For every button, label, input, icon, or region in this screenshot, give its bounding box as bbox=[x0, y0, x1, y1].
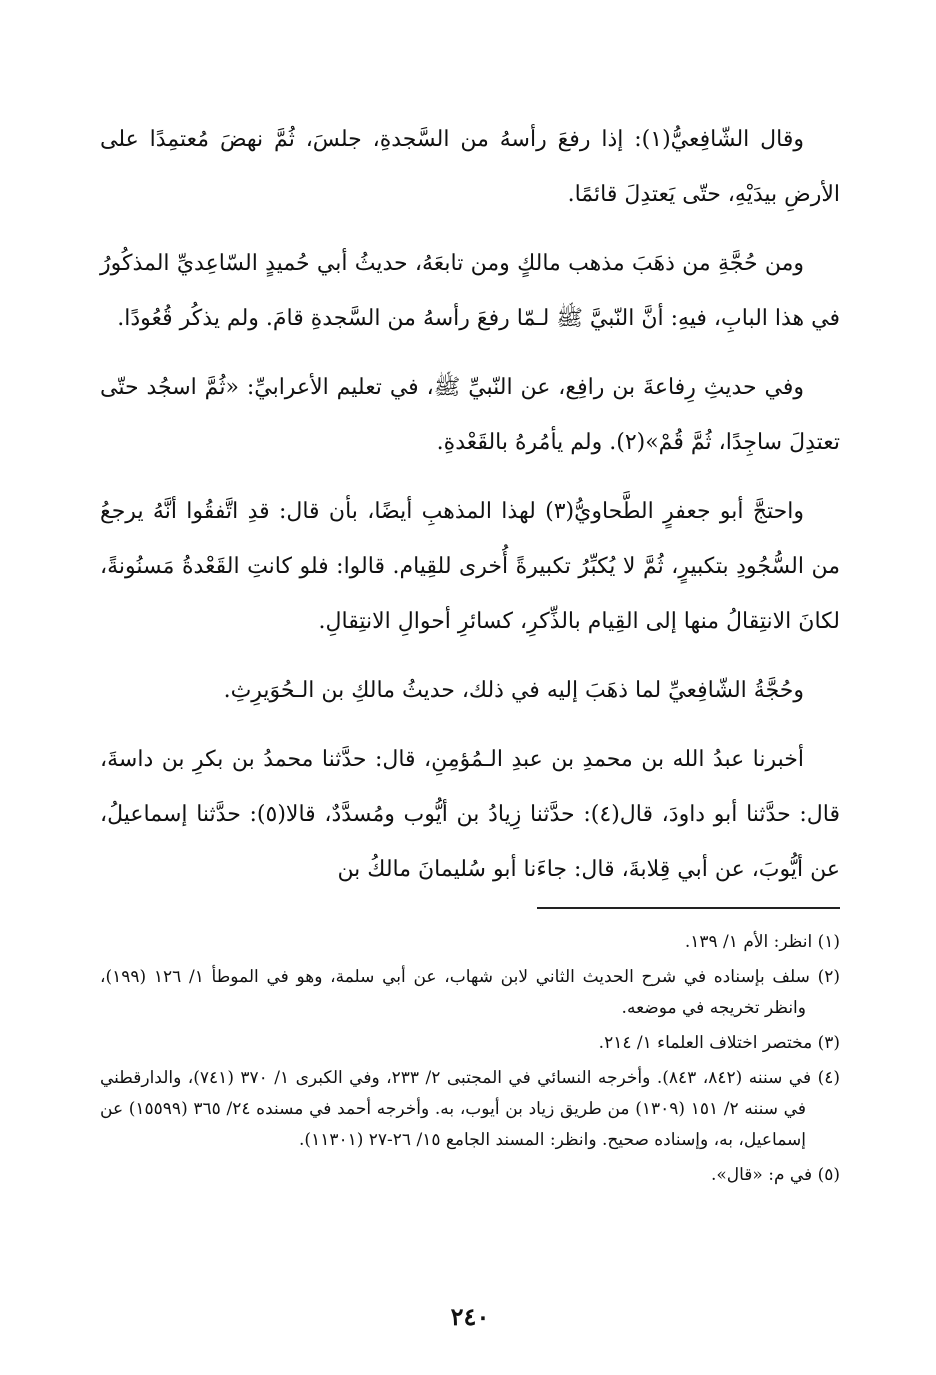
book-page bbox=[100, 0, 840, 1375]
footnote: (٣) مختصر اختلاف العلماء ١/ ٢١٤. bbox=[598, 1033, 840, 1053]
footnote: (٥) في م: «قال». bbox=[710, 1165, 840, 1185]
paragraph: وفي حديثِ رِفاعةَ بن رافِع، عن النّبيِّ ﷺ، في تعليم الأعرابيِّ: «ثُمَّ اسجُد حتّى تعتدِلَ ساجِدًا، ثُمَّ قُمْ»(٢). ولم يأمُرهُ بالقَعْدةِ. bbox=[100, 375, 840, 455]
paragraph: وحُجَّةُ الشّافِعيِّ لما ذهَبَ إليه في ذلك، حديثُ مالكِ بن الـحُوَيرِثِ. bbox=[223, 678, 804, 703]
paragraph: أخبرنا عبدُ الله بن محمدِ بن عبدِ الـمُؤمِنِ، قال: حدَّثنا محمدُ بن بكرِ بن داسةَ، قال: حدَّثنا أبو داودَ، قال(٤): حدَّثنا زِيادُ بن أيُّوب ومُسدَّدٌ، قالا(٥): حدَّثنا إسماعيلُ، عن أيُّوبَ، عن أبي قِلابةَ، قال: جاءَنا أبو سُليمانَ مالكُ بن bbox=[100, 747, 841, 882]
paragraph: وقال الشّافِعيُّ(١): إذا رفعَ رأسهُ من السَّجدةِ، جلسَ، ثُمَّ نهضَ مُعتمِدًا على الأرضِ بيدَيْهِ، حتّى يَعتدِلَ قائمًا. bbox=[100, 127, 840, 207]
footnote: (١) انظر: الأم ١/ ١٣٩. bbox=[684, 932, 840, 952]
footnote: (٢) سلف بإسناده في شرح الحديث الثاني لابن شهاب، عن أبي سلمة، وهو في الموطأ ١/ ١٢٦ (١٩٩)، وانظر تخريجه في موضعه. bbox=[100, 967, 841, 1018]
page-number: ٢٤٠ bbox=[450, 1302, 490, 1331]
main-text bbox=[100, 112, 840, 911]
footnote: (٤) في سننه (٨٤٢، ٨٤٣). وأخرجه النسائي في المجتبى ٢/ ٢٣٣، وفي الكبرى ١/ ٣٧٠ (٧٤١)، والدارقطني في سننه ٢/ ١٥١ (١٣٠٩) من طريق زياد بن أيوب، به. وأخرجه أحمد في مسنده ٢٤/ ٣٦٥ (١٥٥٩٩) عن إسماعيل، به، وإسناده صحيح. وانظر: المسند الجامع ١٥/ ٢٦-٢٧ (١١٣٠١). bbox=[100, 1068, 840, 1150]
footnote-separator bbox=[537, 907, 840, 909]
paragraph: واحتجَّ أبو جعفرٍ الطَّحاويُّ(٣) لهذا المذهبِ أيضًا، بأن قال: قدِ اتَّفقُوا أنَّهُ يرجعُ من السُّجُودِ بتكبيرٍ، ثُمَّ لا يُكبِّرُ تكبيرةً أُخرى للقِيام. قالوا: فلو كانتِ القَعْدةُ مَسنُونةً، لكانَ الانتِقالُ منها إلى القِيام بالذِّكرِ، كسائرِ أحوالِ الانتِقالِ. bbox=[100, 499, 840, 634]
paragraph: ومن حُجَّةِ من ذهَبَ مذهب مالكٍ ومن تابعَهُ، حديثُ أبي حُميدٍ السّاعِديِّ المذكُورُ في هذا البابِ، فيهِ: أنَّ النّبيَّ ﷺ لـمّا رفعَ رأسهُ من السَّجدةِ قامَ. ولم يذكُر قُعُودًا. bbox=[100, 251, 840, 331]
footnotes bbox=[100, 927, 840, 1195]
